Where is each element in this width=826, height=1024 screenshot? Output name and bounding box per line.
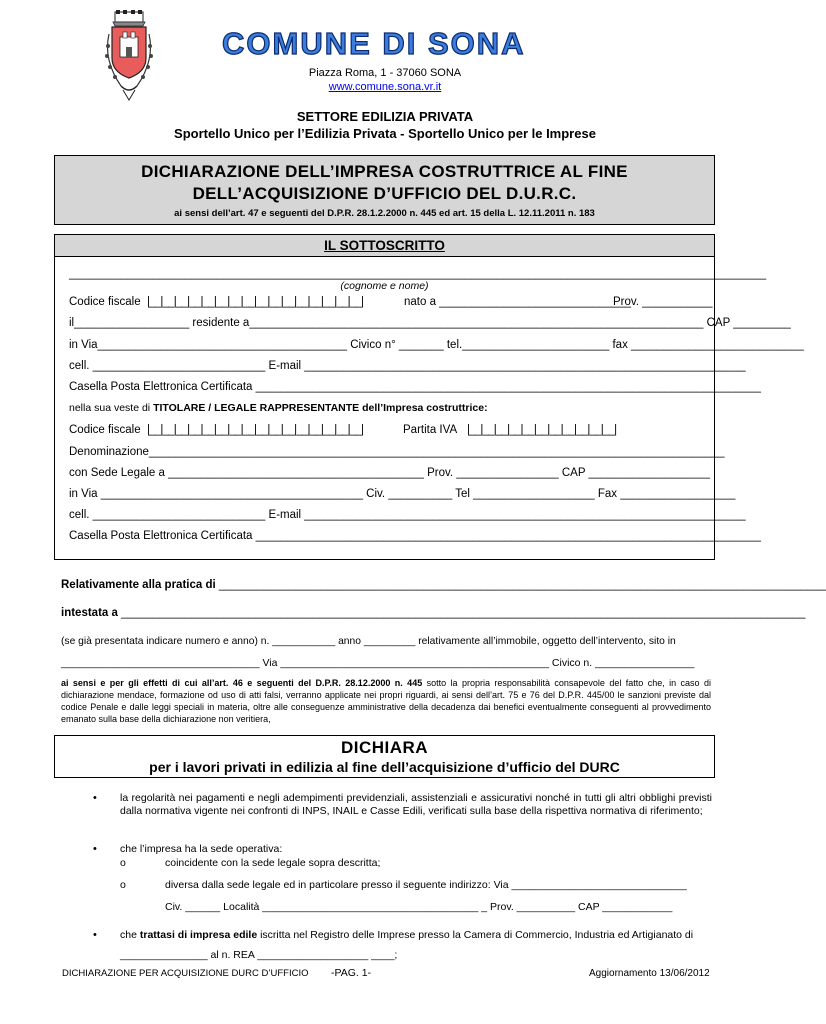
penalty-paragraph [61,677,711,725]
sottoscritto-heading-text: IL SOTTOSCRITTO [324,238,445,253]
checkbox-coincidente[interactable]: o [120,857,126,869]
dichiara-subtitle: per i lavori privati in edilizia al fine dell’acquisizione d’ufficio del DURC [149,759,620,775]
rea-line[interactable]: _______________ al n. REA ___________________ ____; [120,949,398,961]
intestata-label: intestata a [61,607,118,619]
document-title-box [54,155,715,225]
prov-field[interactable]: Prov. ___________ [613,296,713,308]
veste-role: TITOLARE / LEGALE RAPPRESENTANTE dell’Impresa costruttrice: [153,402,488,414]
website-link[interactable]: www.comune.sona.vr.it [328,81,442,93]
penalty-reference: ai sensi e per gli effetti di cui all’art. 46 e seguenti del D.P.R. 28.12.2000 n. 445 [61,678,423,688]
checkbox-diversa[interactable]: o [120,879,126,891]
pratica-blank[interactable]: _______________________________________________________________________________________________ [215,579,826,591]
impresa-edile-bold: trattasi di impresa edile [139,929,258,941]
pratica-line[interactable] [61,578,826,592]
bullet-icon: • [93,843,97,855]
impresa-codice-fiscale-label: Codice fiscale [69,424,141,436]
partita-iva-label: Partita IVA [403,424,458,436]
indirizzo-line[interactable]: in Via_______________________________________ Civico n° _______ tel._______________________ fax ___________________________ [69,339,804,351]
page-number: -PAG. 1- [331,967,372,979]
sede-diversa-line[interactable]: diversa dalla sede legale ed in particolare presso il seguente indirizzo: Via ______________________________ [165,879,687,891]
pratica-numero-line[interactable]: (se già presentata indicare numero e anno) n. ___________ anno _________ relativamente all’immobile, oggetto dell’intervento, sito in [61,636,676,647]
sportello-title: Sportello Unico per l’Edilizia Privata - Sportello Unico per le Imprese [174,126,596,141]
address: Piazza Roma, 1 - 37060 SONA [308,67,462,79]
sede-legale-line[interactable]: con Sede Legale a ________________________________________ Prov. ________________ CAP ___________________ [69,467,710,479]
pec-line[interactable]: Casella Posta Elettronica Certificata _______________________________________________________________________________ [69,381,761,393]
veste-line [69,402,488,415]
residenza-line[interactable]: il__________________ residente a_______________________________________________________________________ CAP _________ [69,317,791,329]
dichiara-item-impresa-edile [120,929,715,942]
sector-title: SETTORE EDILIZIA PRIVATA [296,109,474,124]
bullet-icon: • [93,792,97,804]
denominazione-line[interactable]: Denominazione__________________________________________________________________________________________ [69,446,725,458]
pratica-label: Relativamente alla pratica di [61,579,216,591]
impresa-pec-line[interactable]: Casella Posta Elettronica Certificata _______________________________________________________________________________ [69,530,761,542]
footer-left: DICHIARAZIONE PER ACQUISIZIONE DURC D’UFFICIO [62,968,309,979]
nato-a-field[interactable]: nato a ______________________________ [404,296,632,308]
document-title-line1: DICHIARAZIONE DELL’IMPRESA COSTRUTTRICE AL FINE [141,162,628,181]
dichiara-item-regolarita: la regolarità nei pagamenti e negli adempimenti previdenziali, assistenziali e assicurativi nonché in tutti gli altri obblighi previsti dalla normativa vigente nei confronti di INPS, INAIL e Casse Edili, verificati sulla base della rispettiva normativa di riferimento; [120,792,712,817]
impresa-codice-fiscale-field[interactable]: |__|__|__|__|__|__|__|__|__|__|__|__|__|__|__|__| [147,424,364,436]
intestata-line[interactable] [61,606,806,620]
codice-fiscale-field[interactable]: |__|__|__|__|__|__|__|__|__|__|__|__|__|__|__|__| [147,296,364,308]
footer-updated: Aggiornamento 13/06/2012 [589,968,710,979]
partita-iva-field[interactable]: |__|__|__|__|__|__|__|__|__|__|__| [467,424,617,436]
bullet-icon: • [93,929,97,941]
veste-prefix: nella sua veste di [69,402,154,414]
intestata-blank[interactable]: ___________________________________________________________________________________________________________ [117,607,806,619]
sottoscritto-heading [55,235,714,257]
document-title-line2: DELL’ACQUISIZIONE D’UFFICIO DEL D.U.R.C. [192,184,577,203]
impresa-indirizzo-line[interactable]: in Via _________________________________________ Civ. __________ Tel ___________________ Fax __________________ [69,488,736,500]
cell-email-line[interactable]: cell. ___________________________ E-mail _____________________________________________________________________ [69,360,746,372]
impresa-edile-text: iscritta nel Registro delle Imprese presso la Camera di Commercio, Industria ed Artigianato di [257,929,694,941]
impresa-cell-email-line[interactable]: cell. ___________________________ E-mail _____________________________________________________________________ [69,509,746,521]
name-hint: (cognome e nome) [340,280,429,292]
sottoscritto-section [54,234,804,560]
dichiara-title: DICHIARA [340,738,429,757]
impresa-edile-prefix: che [120,929,140,941]
sede-diversa-indirizzo-line[interactable]: Civ. ______ Località _____________________________________ _ Prov. __________ CAP ____________ [165,901,673,913]
name-blank-line[interactable]: _____________________________________________________________________________________________________________ [69,268,767,280]
immobile-via-line[interactable]: __________________________________ Via ______________________________________________ Civico n. _________________ [61,657,695,669]
penalty-text: sotto la propria responsabilità consapevole del fatto che, in caso di dichiarazione mendace, formazione od uso di atti falsi, verranno applicate nei propri riguardi, ai sensi dell’art. 75 e 76 del D.P.R. 445/00 le sanzioni previste dal codice Penale e dalle leggi speciali in materia, oltre alle conseguenze amministrative della decadenza dai benefici eventualmente conseguenti al provvedimento emanato sulla base della dichiarazione non veritiera, [61,678,711,724]
codice-fiscale-label: Codice fiscale [69,296,141,308]
dichiara-box [54,735,715,778]
sede-coincidente-label: coincidente con la sede legale sopra descritta; [165,857,381,869]
comune-title: COMUNE DI SONA [222,26,526,61]
dichiara-item-sede-operativa: che l’impresa ha la sede operativa: [120,843,283,855]
document-subtitle: ai sensi dell’art. 47 e seguenti del D.P.R. 28.1.2.2000 n. 445 ed art. 15 della L. 12.11.2011 n. 183 [174,208,595,219]
